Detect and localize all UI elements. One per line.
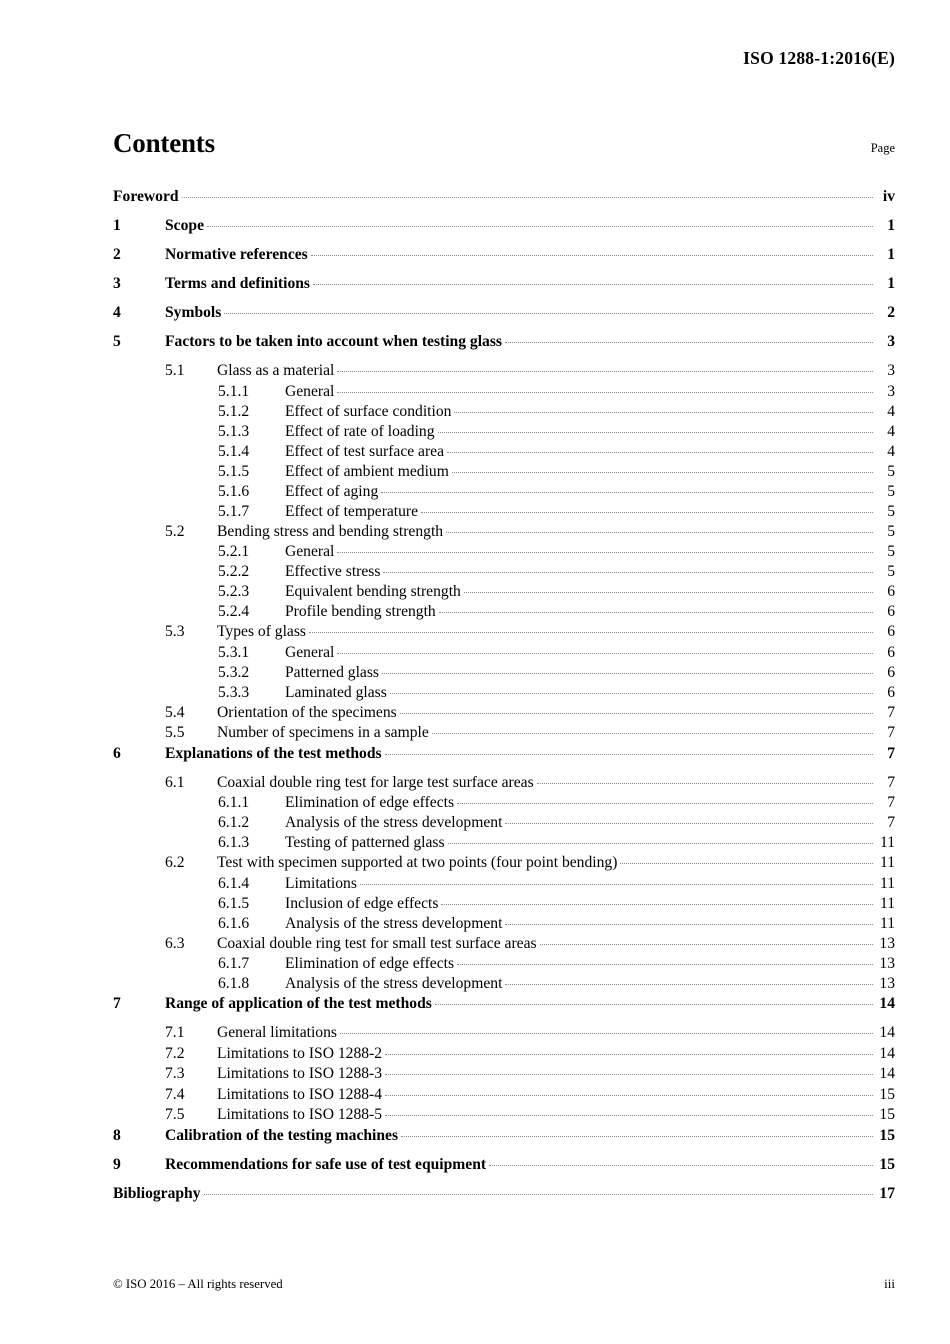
toc-entry[interactable] xyxy=(113,701,895,722)
toc-entry-page-number: 7 xyxy=(887,744,895,762)
toc-entry-label: Symbols xyxy=(165,304,222,322)
toc-entry[interactable] xyxy=(113,480,895,500)
toc-entry-label: Test with specimen supported at two points (four point bending) xyxy=(217,854,618,872)
toc-entry-page-number: 13 xyxy=(879,934,895,952)
toc-leader-dots xyxy=(505,331,873,347)
toc-entry-page-number: 1 xyxy=(887,217,895,235)
toc-entry[interactable] xyxy=(113,621,895,642)
toc-entry-label: Range of application of the test methods xyxy=(165,995,432,1013)
toc-entry[interactable] xyxy=(113,973,895,993)
footer-page-number: iii xyxy=(884,1276,895,1291)
toc-entry-label: Limitations to ISO 1288-5 xyxy=(217,1106,383,1124)
toc-entry-label: Elimination of edge effects xyxy=(285,794,455,812)
toc-entry-number: 6.2 xyxy=(165,854,185,872)
toc-entry-label: Limitations to ISO 1288-2 xyxy=(217,1044,383,1062)
toc-entry-number: 7.4 xyxy=(165,1085,185,1103)
toc-entry-number: 7.2 xyxy=(165,1044,185,1062)
toc-entry-number: 5.2 xyxy=(165,522,185,540)
toc-entry-page-number: 14 xyxy=(879,1065,895,1083)
toc-entry-page-number: 5 xyxy=(887,543,895,561)
toc-leader-dots xyxy=(207,215,873,231)
toc-entry-number: 5.1.2 xyxy=(218,402,250,420)
toc-entry-number: 6.1.6 xyxy=(218,914,250,932)
toc-entry-page-number: 3 xyxy=(887,382,895,400)
toc-leader-dots xyxy=(464,581,873,597)
toc-entry-number: 5.2.2 xyxy=(218,563,250,581)
toc-entry[interactable] xyxy=(113,1182,895,1212)
toc-entry-number: 5.1.3 xyxy=(218,422,250,440)
toc-entry-number: 7 xyxy=(113,995,121,1013)
toc-entry[interactable] xyxy=(113,872,895,892)
toc-leader-dots xyxy=(385,1063,873,1079)
toc-entry-number: 5.2.1 xyxy=(218,543,250,561)
toc-entry-page-number: 14 xyxy=(879,1044,895,1062)
toc-entry-label: Bending stress and bending strength xyxy=(217,522,444,540)
toc-entry-label: Effect of ambient medium xyxy=(285,462,449,480)
page-title: Contents xyxy=(113,128,215,158)
toc-entry-number: 2 xyxy=(113,246,121,264)
toc-entry-label: Orientation of the specimens xyxy=(217,703,397,721)
toc-entry[interactable] xyxy=(113,1153,895,1182)
toc-leader-dots xyxy=(438,420,873,436)
toc-entry[interactable] xyxy=(113,681,895,701)
toc-leader-dots xyxy=(435,993,873,1009)
toc-leader-dots xyxy=(360,872,873,888)
toc-leader-dots xyxy=(400,701,873,717)
toc-entry-label: Limitations to ISO 1288-4 xyxy=(217,1085,383,1103)
toc-entry-page-number: 11 xyxy=(879,834,895,852)
toc-entry[interactable] xyxy=(113,1022,895,1043)
toc-entry-label: Scope xyxy=(165,217,204,235)
toc-leader-dots xyxy=(337,641,873,657)
toc-leader-dots xyxy=(620,852,873,868)
toc-entry-label: Terms and definitions xyxy=(165,275,310,293)
toc-entry-page-number: 4 xyxy=(887,402,895,420)
toc-entry-page-number: 2 xyxy=(887,304,895,322)
toc-entry[interactable] xyxy=(113,520,895,541)
toc-leader-dots xyxy=(309,621,873,637)
toc-leader-dots xyxy=(505,812,873,828)
toc-entry-number: 5.3 xyxy=(165,623,185,641)
toc-entry-number: 6 xyxy=(113,744,121,762)
toc-entry-label: Types of glass xyxy=(217,623,306,641)
toc-leader-dots xyxy=(382,661,873,677)
toc-entry[interactable] xyxy=(113,215,895,244)
toc-entry-page-number: 13 xyxy=(879,975,895,993)
toc-leader-dots xyxy=(313,273,873,289)
toc-leader-dots xyxy=(537,771,873,787)
toc-entry-page-number: 7 xyxy=(887,773,895,791)
toc-entry-number: 5.1.1 xyxy=(218,382,250,400)
toc-entry-page-number: 5 xyxy=(887,482,895,500)
toc-entry[interactable] xyxy=(113,792,895,812)
table-of-contents xyxy=(113,185,895,1212)
toc-entry[interactable] xyxy=(113,932,895,953)
toc-leader-dots xyxy=(337,541,873,557)
toc-entry[interactable] xyxy=(113,541,895,561)
toc-entry-label: General xyxy=(285,543,335,561)
toc-entry-number: 4 xyxy=(113,304,121,322)
toc-entry[interactable] xyxy=(113,722,895,743)
toc-entry-number: 5.4 xyxy=(165,703,185,721)
toc-entry-number: 6.1.8 xyxy=(218,975,250,993)
toc-entry-label: Equivalent bending strength xyxy=(285,583,461,601)
toc-entry-number: 1 xyxy=(113,217,121,235)
toc-entry-label: Number of specimens in a sample xyxy=(217,724,429,742)
toc-entry-page-number: 6 xyxy=(887,623,895,641)
toc-entry-page-number: 11 xyxy=(879,914,895,932)
toc-leader-dots xyxy=(204,1182,873,1198)
toc-entry-page-number: 6 xyxy=(887,583,895,601)
toc-entry-number: 7.5 xyxy=(165,1106,185,1124)
toc-entry[interactable] xyxy=(113,892,895,912)
toc-entry-label: Analysis of the stress development xyxy=(285,814,503,832)
toc-entry-number: 9 xyxy=(113,1155,121,1173)
toc-entry-label: Coaxial double ring test for large test surface areas xyxy=(217,773,534,791)
toc-leader-dots xyxy=(432,722,873,738)
toc-entry-page-number: 5 xyxy=(887,563,895,581)
toc-entry[interactable] xyxy=(113,1083,895,1104)
toc-leader-dots xyxy=(340,1022,873,1038)
toc-leader-dots xyxy=(385,1042,873,1058)
toc-leader-dots xyxy=(401,1124,873,1140)
toc-entry-page-number: 3 xyxy=(887,333,895,351)
toc-entry-number: 6.3 xyxy=(165,934,185,952)
toc-entry-page-number: 11 xyxy=(879,894,895,912)
toc-entry-label: Effect of surface condition xyxy=(285,402,452,420)
toc-entry-number: 6.1.4 xyxy=(218,874,250,892)
toc-entry-label: Testing of patterned glass xyxy=(285,834,445,852)
toc-entry-number: 5.3.2 xyxy=(218,663,250,681)
toc-entry[interactable] xyxy=(113,601,895,621)
toc-entry-number: 7.1 xyxy=(165,1024,185,1042)
toc-entry-number: 5 xyxy=(113,333,121,351)
toc-entry-page-number: 3 xyxy=(887,362,895,380)
toc-entry-number: 5.3.1 xyxy=(218,643,250,661)
toc-entry[interactable] xyxy=(113,771,895,792)
toc-leader-dots xyxy=(505,912,873,928)
toc-entry-page-number: 11 xyxy=(879,874,895,892)
document-header-standard-ref: ISO 1288-1:2016(E) xyxy=(743,48,895,68)
toc-entry-page-number: 5 xyxy=(887,502,895,520)
toc-entry-number: 5.5 xyxy=(165,724,185,742)
toc-entry-label: Factors to be taken into account when testing glass xyxy=(165,333,502,351)
toc-entry[interactable] xyxy=(113,360,895,381)
toc-entry-number: 5.1.7 xyxy=(218,502,250,520)
toc-entry-label: Limitations xyxy=(285,874,357,892)
toc-leader-dots xyxy=(439,601,873,617)
toc-entry[interactable] xyxy=(113,302,895,331)
toc-entry[interactable] xyxy=(113,1042,895,1063)
toc-entry-page-number: 15 xyxy=(879,1106,895,1124)
toc-entry[interactable] xyxy=(113,852,895,873)
toc-entry-label: Normative references xyxy=(165,246,308,264)
toc-entry-page-number: 11 xyxy=(879,854,895,872)
toc-entry-number: 8 xyxy=(113,1126,121,1144)
toc-entry-page-number: 15 xyxy=(879,1126,895,1144)
toc-entry[interactable] xyxy=(113,1104,895,1125)
toc-entry-page-number: 15 xyxy=(879,1085,895,1103)
toc-entry[interactable] xyxy=(113,812,895,832)
toc-entry[interactable] xyxy=(113,1063,895,1084)
toc-entry-number: 6.1.5 xyxy=(218,894,250,912)
toc-entry-number: 5.2.4 xyxy=(218,603,250,621)
copyright-notice: © ISO 2016 – All rights reserved xyxy=(113,1277,283,1291)
toc-entry-label: Explanations of the test methods xyxy=(165,744,382,762)
toc-entry[interactable] xyxy=(113,993,895,1022)
toc-entry-page-number: 1 xyxy=(887,275,895,293)
toc-entry-page-number: 17 xyxy=(879,1184,895,1202)
toc-entry-label: Calibration of the testing machines xyxy=(165,1126,399,1144)
toc-entry-page-number: 1 xyxy=(887,246,895,264)
toc-entry-number: 6.1.1 xyxy=(218,794,250,812)
toc-entry-label: Coaxial double ring test for small test surface areas xyxy=(217,934,537,952)
toc-leader-dots xyxy=(454,400,873,416)
toc-entry[interactable] xyxy=(113,273,895,302)
toc-leader-dots xyxy=(390,681,873,697)
toc-entry-label: Glass as a material xyxy=(217,362,335,380)
toc-entry-page-number: 15 xyxy=(879,1155,895,1173)
toc-leader-dots xyxy=(385,742,873,758)
toc-entry[interactable] xyxy=(113,331,895,360)
toc-entry[interactable] xyxy=(113,561,895,581)
toc-leader-dots xyxy=(489,1153,873,1169)
toc-leader-dots xyxy=(383,561,873,577)
toc-entry-page-number: 6 xyxy=(887,663,895,681)
toc-entry-label: Effect of aging xyxy=(285,482,379,500)
toc-entry-number: 6.1.3 xyxy=(218,834,250,852)
toc-entry-number: 5.1.4 xyxy=(218,442,250,460)
contents-title-row xyxy=(113,128,895,159)
toc-entry-number: 5.1.6 xyxy=(218,482,250,500)
toc-entry-page-number: 6 xyxy=(887,643,895,661)
toc-entry-number: 5.1.5 xyxy=(218,462,250,480)
document-footer xyxy=(113,1276,895,1292)
toc-entry[interactable] xyxy=(113,641,895,661)
toc-entry-page-number: 7 xyxy=(887,703,895,721)
toc-entry-page-number: 14 xyxy=(879,1024,895,1042)
toc-entry-label: Analysis of the stress development xyxy=(285,914,503,932)
toc-entry-number: 6.1.7 xyxy=(218,955,250,973)
toc-entry-label: Limitations to ISO 1288-3 xyxy=(217,1065,383,1083)
toc-leader-dots xyxy=(311,244,873,260)
toc-entry[interactable] xyxy=(113,661,895,681)
toc-leader-dots xyxy=(446,520,873,536)
toc-entry-number: 7.3 xyxy=(165,1065,185,1083)
toc-entry[interactable] xyxy=(113,953,895,973)
toc-entry-page-number: 4 xyxy=(887,422,895,440)
toc-leader-dots xyxy=(385,1104,873,1120)
toc-entry-page-number: iv xyxy=(882,187,895,205)
toc-leader-dots xyxy=(381,480,873,496)
toc-entry-label: Effect of test surface area xyxy=(285,442,445,460)
toc-entry-label: Effect of temperature xyxy=(285,502,419,520)
toc-entry[interactable] xyxy=(113,440,895,460)
toc-entry[interactable] xyxy=(113,1124,895,1153)
toc-entry[interactable] xyxy=(113,742,895,771)
toc-entry-label: Recommendations for safe use of test equipment xyxy=(165,1155,487,1173)
toc-entry-number: 3 xyxy=(113,275,121,293)
toc-entry-label: Elimination of edge effects xyxy=(285,955,455,973)
toc-leader-dots xyxy=(505,973,873,989)
toc-entry-label: Effective stress xyxy=(285,563,381,581)
toc-leader-dots xyxy=(448,832,873,848)
toc-entry-page-number: 13 xyxy=(879,955,895,973)
toc-entry-label: Foreword xyxy=(113,187,179,205)
toc-leader-dots xyxy=(182,185,873,201)
toc-entry[interactable] xyxy=(113,244,895,273)
toc-entry-page-number: 6 xyxy=(887,683,895,701)
toc-leader-dots xyxy=(421,500,873,516)
toc-entry-label: Inclusion of edge effects xyxy=(285,894,439,912)
toc-entry-label: General xyxy=(285,382,335,400)
toc-entry[interactable] xyxy=(113,460,895,480)
toc-entry-label: Profile bending strength xyxy=(285,603,436,621)
toc-entry-page-number: 5 xyxy=(887,462,895,480)
toc-entry-label: Effect of rate of loading xyxy=(285,422,435,440)
toc-entry-number: 6.1.2 xyxy=(218,814,250,832)
toc-leader-dots xyxy=(337,360,873,376)
toc-entry-number: 5.1 xyxy=(165,362,185,380)
toc-entry[interactable] xyxy=(113,912,895,932)
toc-entry[interactable] xyxy=(113,420,895,440)
toc-entry[interactable] xyxy=(113,380,895,400)
toc-entry-number: 6.1 xyxy=(165,773,185,791)
toc-leader-dots xyxy=(452,460,873,476)
toc-leader-dots xyxy=(457,792,873,808)
toc-entry-page-number: 6 xyxy=(887,603,895,621)
toc-entry[interactable] xyxy=(113,832,895,852)
toc-entry[interactable] xyxy=(113,581,895,601)
toc-entry[interactable] xyxy=(113,500,895,520)
toc-leader-dots xyxy=(441,892,873,908)
toc-entry-page-number: 5 xyxy=(887,522,895,540)
toc-leader-dots xyxy=(337,380,873,396)
toc-entry-page-number: 7 xyxy=(887,724,895,742)
toc-leader-dots xyxy=(447,440,873,456)
toc-entry-page-number: 7 xyxy=(887,814,895,832)
toc-entry[interactable] xyxy=(113,185,895,215)
toc-entry-page-number: 7 xyxy=(887,794,895,812)
toc-entry-label: General limitations xyxy=(217,1024,337,1042)
toc-entry-number: 5.2.3 xyxy=(218,583,250,601)
toc-entry-label: Laminated glass xyxy=(285,683,387,701)
page-column-header: Page xyxy=(870,141,895,155)
toc-entry-label: General xyxy=(285,643,335,661)
toc-leader-dots xyxy=(457,953,873,969)
toc-leader-dots xyxy=(385,1083,873,1099)
toc-entry[interactable] xyxy=(113,400,895,420)
toc-entry-number: 5.3.3 xyxy=(218,683,250,701)
toc-entry-label: Patterned glass xyxy=(285,663,379,681)
toc-entry-label: Bibliography xyxy=(113,1184,201,1202)
toc-entry-page-number: 4 xyxy=(887,442,895,460)
toc-entry-label: Analysis of the stress development xyxy=(285,975,503,993)
toc-leader-dots xyxy=(540,932,873,948)
toc-leader-dots xyxy=(224,302,873,318)
toc-entry-page-number: 14 xyxy=(879,995,895,1013)
